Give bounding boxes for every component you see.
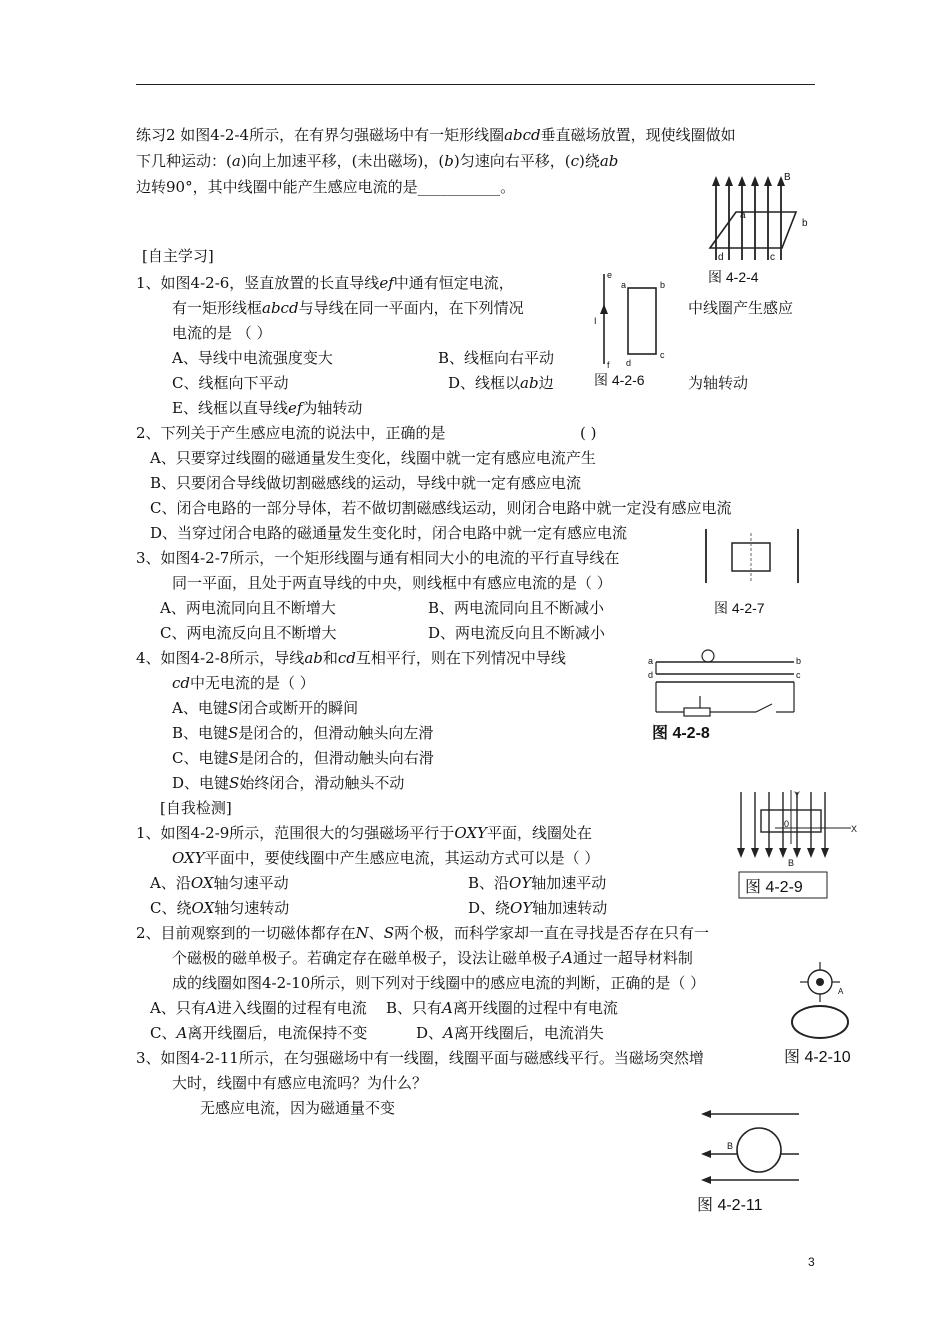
fig426-label-c: c <box>660 350 665 360</box>
q1-line2: 有一矩形线框abcd与导线在同一平面内，在下列情况 <box>172 299 524 317</box>
q4-option-c: C、电键S是闭合的，但滑动触头向右滑 <box>172 749 434 767</box>
t1-option-b: B、沿OY轴加速平动 <box>468 874 607 892</box>
fig4210-label-a: A <box>838 987 844 996</box>
q2-option-a: A、只要穿过线圈的磁通量发生变化，线圈中就一定有感应电流产生 <box>150 449 596 467</box>
fig4211-label-b: B <box>727 1141 734 1151</box>
t2-option-b: B、只有A离开线圈的过程中有电流 <box>386 999 618 1017</box>
figure-4-2-8 <box>646 648 806 743</box>
t2-line1: 2、目前观察到的一切磁体都存在N、S两个极，而科学家却一直在寻找是否存在只有一 <box>136 924 709 942</box>
t2-line2: 个磁极的磁单极子。若确定存在磁单极子，设法让磁单极子A通过一超导材料制 <box>172 949 693 967</box>
fig426-label-b: b <box>660 280 666 290</box>
q4-option-d: D、电键S始终闭合，滑动触头不动 <box>172 774 405 792</box>
section-heading-self-study: [自主学习] <box>142 247 214 265</box>
section-heading-self-test: [自我检测] <box>160 799 232 817</box>
fig426-label-a: a <box>621 280 627 290</box>
t1-option-a: A、沿OX轴匀速平动 <box>150 874 289 892</box>
q2-paren: ( ) <box>580 424 597 442</box>
t1-option-d: D、绕OY轴加速转动 <box>468 899 608 917</box>
q3-line1: 3、如图4-2-7所示，一个矩形线圈与通有相同大小的电流的平行直导线在 <box>136 549 620 567</box>
q1-option-d-tail: 为轴转动 <box>688 374 749 392</box>
q1-option-c: C、线框向下平动 <box>172 374 289 392</box>
q1-line2-tail: 中线圈产生感应 <box>688 299 794 317</box>
fig426-label-i: I <box>594 316 597 326</box>
t1-line1: 1、如图4-2-9所示，范围很大的匀强磁场平行于OXY平面，线圈处在 <box>136 824 592 842</box>
q2-option-c: C、闭合电路的一部分导体，若不做切割磁感线运动，则闭合电路中就一定没有感应电流 <box>150 499 732 517</box>
fig424-caption: 图 4-2-4 <box>708 269 759 285</box>
exercise2-line2: 下几种运动：(a)向上加速平移，(未出磁场)，(b)匀速向右平移，(c)绕ab <box>136 152 619 170</box>
fig424-label-b-field: B <box>784 172 791 183</box>
fig426-caption: 图 4-2-6 <box>594 372 645 388</box>
fig424-label-d: d <box>718 252 724 263</box>
q1-option-a: A、导线中电流强度变大 <box>172 349 333 367</box>
t3-line2: 大时，线圈中有感应电流吗？为什么？ <box>172 1074 428 1092</box>
t2-option-c: C、A离开线圈后，电流保持不变 <box>150 1024 368 1042</box>
t2-line3: 成的线圈如图4-2-10所示，则下列对于线圈中的感应电流的判断，正确的是（ ） <box>172 974 706 992</box>
q3-option-c: C、两电流反向且不断增大 <box>160 624 337 642</box>
fig426-label-e: e <box>607 270 613 280</box>
q3-option-d: D、两电流反向且不断减小 <box>428 624 606 642</box>
fig429-label-y: Y <box>794 790 801 800</box>
fig424-label-b: b <box>802 218 808 229</box>
fig428-label-d: d <box>648 670 654 680</box>
q3-line2: 同一平面，且处于两直导线的中央，则线框中有感应电流的是（ ） <box>172 574 612 592</box>
figure-4-2-4 <box>700 168 815 288</box>
fig429-label-b: B <box>788 858 795 868</box>
fig4211-caption: 图 4-2-11 <box>697 1197 763 1214</box>
q2-option-d: D、当穿过闭合电路的磁通量发生变化时，闭合电路中就一定有感应电流 <box>150 524 628 542</box>
exercise2-line1: 练习2 如图4-2-4所示，在有界匀强磁场中有一矩形线圈abcd垂直磁场放置，现使线圈做如 <box>136 126 736 144</box>
t3-answer: 无感应电流，因为磁通量不变 <box>200 1099 396 1117</box>
fig424-label-c: c <box>770 252 775 263</box>
q1-line1: 1、如图4-2-6，竖直放置的长直导线ef中通有恒定电流， <box>136 274 514 292</box>
fig429-label-x: X <box>851 824 858 834</box>
fig428-caption: 图 4-2-8 <box>652 725 710 742</box>
page-number: 3 <box>808 1255 815 1269</box>
fig426-label-d: d <box>626 358 632 368</box>
figure-4-2-11 <box>695 1104 807 1219</box>
fig429-label-o: 0 <box>784 819 790 829</box>
q3-option-b: B、两电流同向且不断减小 <box>428 599 605 617</box>
t2-option-d: D、A离开线圈后，电流消失 <box>416 1024 604 1042</box>
q1-option-e: E、线框以直导线ef为轴转动 <box>172 399 363 417</box>
figure-4-2-6 <box>590 268 690 393</box>
q4-line2: cd中无电流的是（ ） <box>172 674 315 692</box>
t2-option-a: A、只有A进入线圈的过程有电流 <box>150 999 367 1017</box>
t1-option-c: C、绕OX轴匀速转动 <box>150 899 290 917</box>
fig428-label-a: a <box>648 656 654 666</box>
fig427-caption: 图 4-2-7 <box>714 600 765 616</box>
q1-option-b: B、线框向右平动 <box>438 349 555 367</box>
q2-stem: 2、下列关于产生感应电流的说法中，正确的是 <box>136 424 446 442</box>
fig4210-caption: 图 4-2-10 <box>784 1049 851 1066</box>
q1-line3: 电流的是 （ ） <box>172 324 272 342</box>
fig424-label-a: a <box>740 210 746 221</box>
q4-line1: 4、如图4-2-8所示，导线ab和cd互相平行，则在下列情况中导线 <box>136 649 566 667</box>
q3-option-a: A、两电流同向且不断增大 <box>160 599 336 617</box>
q4-option-a: A、电键S闭合或断开的瞬间 <box>172 699 359 717</box>
fig426-label-f: f <box>607 360 610 370</box>
q1-option-d: D、线框以ab边 <box>448 374 554 392</box>
fig429-caption: 图 4-2-9 <box>745 879 803 896</box>
exercise2-line3: 边转90°，其中线圈中能产生感应电流的是___________。 <box>136 178 516 196</box>
q4-option-b: B、电键S是闭合的，但滑动触头向左滑 <box>172 724 434 742</box>
figure-4-2-10 <box>780 960 880 1070</box>
header-rule <box>136 84 815 85</box>
t1-line2: OXY平面中，要使线圈中产生感应电流，其运动方式可以是（ ） <box>172 849 600 867</box>
figure-4-2-9 <box>735 788 863 903</box>
q2-option-b: B、只要闭合导线做切割磁感线的运动，导线中就一定有感应电流 <box>150 474 582 492</box>
fig428-label-b: b <box>796 656 802 666</box>
figure-4-2-7 <box>700 525 810 620</box>
t3-line1: 3、如图4-2-11所示，在匀强磁场中有一线圈，线圈平面与磁感线平行。当磁场突然增 <box>136 1049 704 1067</box>
fig428-label-c: c <box>796 670 801 680</box>
